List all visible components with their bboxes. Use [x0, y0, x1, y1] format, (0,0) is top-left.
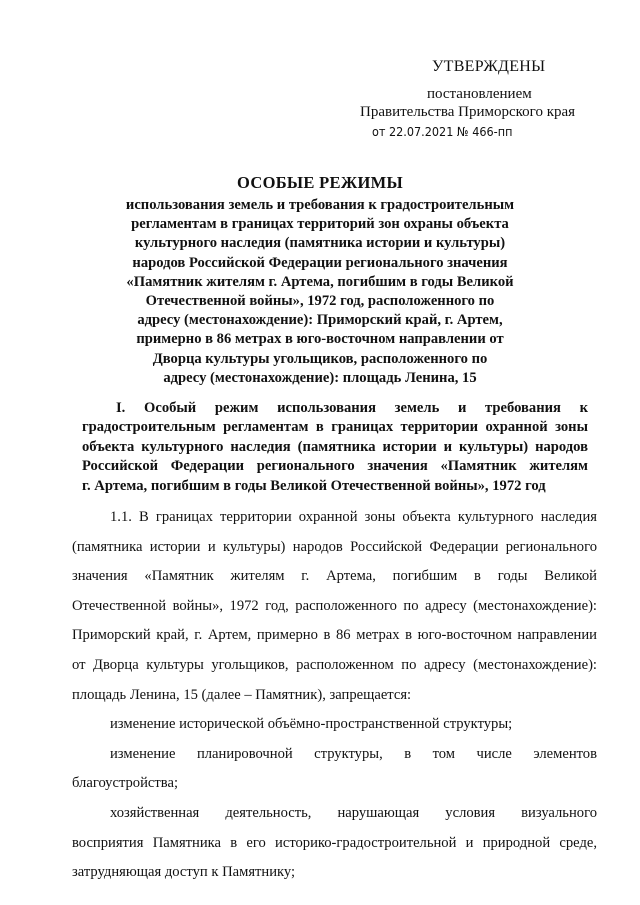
- body-line: затрудняющая доступ к Памятнику;: [72, 864, 296, 881]
- document-subtitle-line: Дворца культуры угольщиков, расположенного по: [152, 350, 488, 367]
- document-title-block: [110, 172, 530, 388]
- section-heading-line: градостроительным регламентам в границах территории охранной зоны: [82, 419, 588, 436]
- document-subtitle-line: «Памятник жителям г. Артема, погибшим в годы Великой: [126, 273, 514, 290]
- body-line: (памятника истории и культуры) народов Российской Федерации регионального: [72, 538, 597, 555]
- document-subtitle-line: адресу (местонахождение): Приморский край, г. Артем,: [137, 312, 503, 329]
- body-line: 1.1. В границах территории охранной зоны объекта культурного наследия: [110, 509, 597, 525]
- document-title: ОСОБЫЕ РЕЖИМЫ: [237, 173, 403, 192]
- body-line: изменение исторической объёмно-пространственной структуры;: [110, 716, 513, 733]
- document-subtitle-line: культурного наследия (памятника истории и культуры): [134, 235, 506, 252]
- document-subtitle-line: народов Российской Федерации регионального значения: [132, 254, 508, 271]
- body-line: значения «Памятник жителям г. Артема, погибшим в годы Великой: [72, 568, 597, 585]
- body-line: благоустройства;: [72, 775, 179, 792]
- body-line: хозяйственная деятельность, нарушающая условия визуального: [110, 804, 597, 821]
- body-line: площадь Ленина, 15 (далее – Памятник), запрещается:: [72, 686, 412, 703]
- document-subtitle-line: примерно в 86 метрах в юго-восточном направлении от: [136, 331, 504, 348]
- section-heading-line: г. Артема, погибшим в годы Великой Отечественной войны», 1972 год: [82, 477, 546, 494]
- document-subtitle-line: регламентам в границах территорий зон охраны объекта: [131, 216, 509, 233]
- section-heading: [82, 399, 588, 496]
- document-subtitle-line: Отечественной войны», 1972 год, расположенного по: [145, 293, 495, 310]
- section-heading-line: Российской Федерации регионального значения «Памятник жителям: [82, 458, 588, 475]
- document-subtitle-line: адресу (местонахождение): площадь Ленина, 15: [163, 369, 477, 386]
- approval-line-2: Правительства Приморского края: [360, 104, 576, 120]
- document-subtitle-line: использования земель и требования к градостроительным: [125, 197, 515, 213]
- section-heading-line: I. Особый режим использования земель и требования к: [116, 400, 588, 416]
- body-line: от Дворца культуры угольщиков, расположенном по адресу (местонахождение):: [72, 656, 597, 673]
- approval-title: УТВЕРЖДЕНЫ: [432, 58, 546, 75]
- section-heading-line: объекта культурного наследия (памятника истории и культуры) народов: [82, 438, 588, 455]
- body-line: Приморский край, г. Артем, примерно в 86 метрах в юго-восточном направлении: [72, 627, 597, 644]
- approval-date-line: от 22.07.2021 № 466-пп: [372, 124, 513, 139]
- body-line: восприятия Памятника в его историко-градостроительной и природной среде,: [72, 834, 597, 851]
- body-line: изменение планировочной структуры, в том числе элементов: [110, 745, 597, 762]
- approval-line-1: постановлением: [427, 86, 532, 102]
- body-text: [72, 503, 597, 888]
- body-line: Отечественной войны», 1972 год, расположенного по адресу (местонахождение):: [72, 597, 597, 614]
